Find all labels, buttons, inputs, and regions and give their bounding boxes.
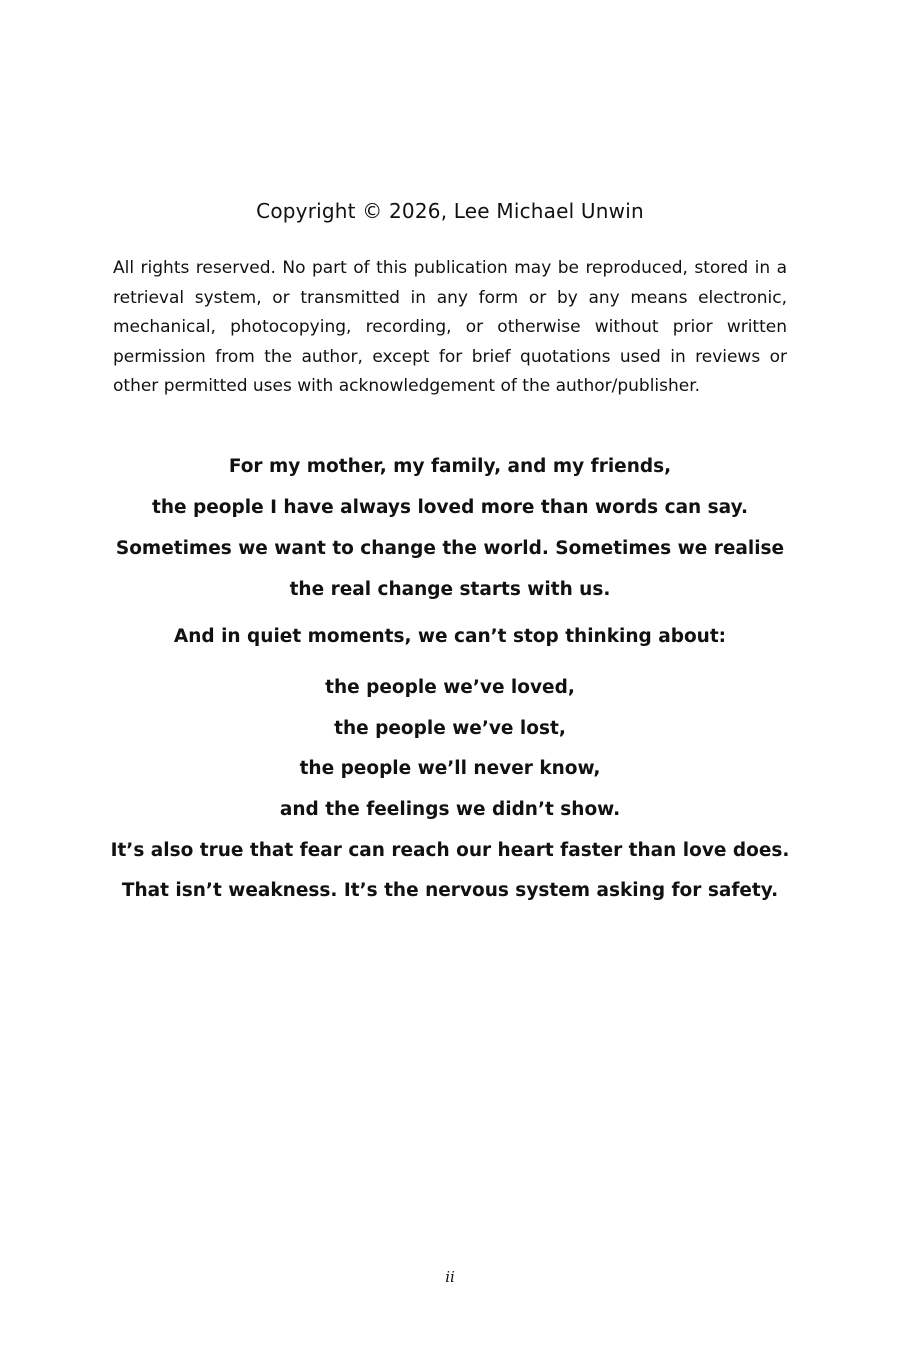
dedication-line: the real change starts with us. xyxy=(289,579,611,600)
copyright-notice: Copyright © 2026, Lee Michael Unwin xyxy=(256,199,644,223)
dedication-line: It’s also true that fear can reach our heart faster than love does. xyxy=(110,840,790,861)
dedication-line: and the feelings we didn’t show. xyxy=(279,799,621,820)
dedication-line: And in quiet moments, we can’t stop thinking about: xyxy=(173,626,727,647)
dedication-line: That isn’t weakness. It’s the nervous system asking for safety. xyxy=(121,880,779,901)
dedication-line: Sometimes we want to change the world. Sometimes we realise xyxy=(115,538,785,559)
rights-statement: All rights reserved. No part of this publication may be reproduced, stored in a retrieval system, or transmitted in any form or by any means electronic, mechanical, photocopying, recording, or otherwise without prior written permission from the author, except for brief quotations used in reviews or other permitted uses with acknowledgement of the author/publisher. xyxy=(113,258,787,396)
dedication-line: the people we’ve lost, xyxy=(334,718,566,739)
dedication-line: For my mother, my family, and my friends, xyxy=(228,456,672,477)
dedication-line: the people we’ll never know, xyxy=(299,758,601,779)
dedication-line: the people we’ve loved, xyxy=(325,677,575,698)
page-number: ii xyxy=(445,1268,455,1286)
dedication-line: the people I have always loved more than words can say. xyxy=(152,497,748,518)
